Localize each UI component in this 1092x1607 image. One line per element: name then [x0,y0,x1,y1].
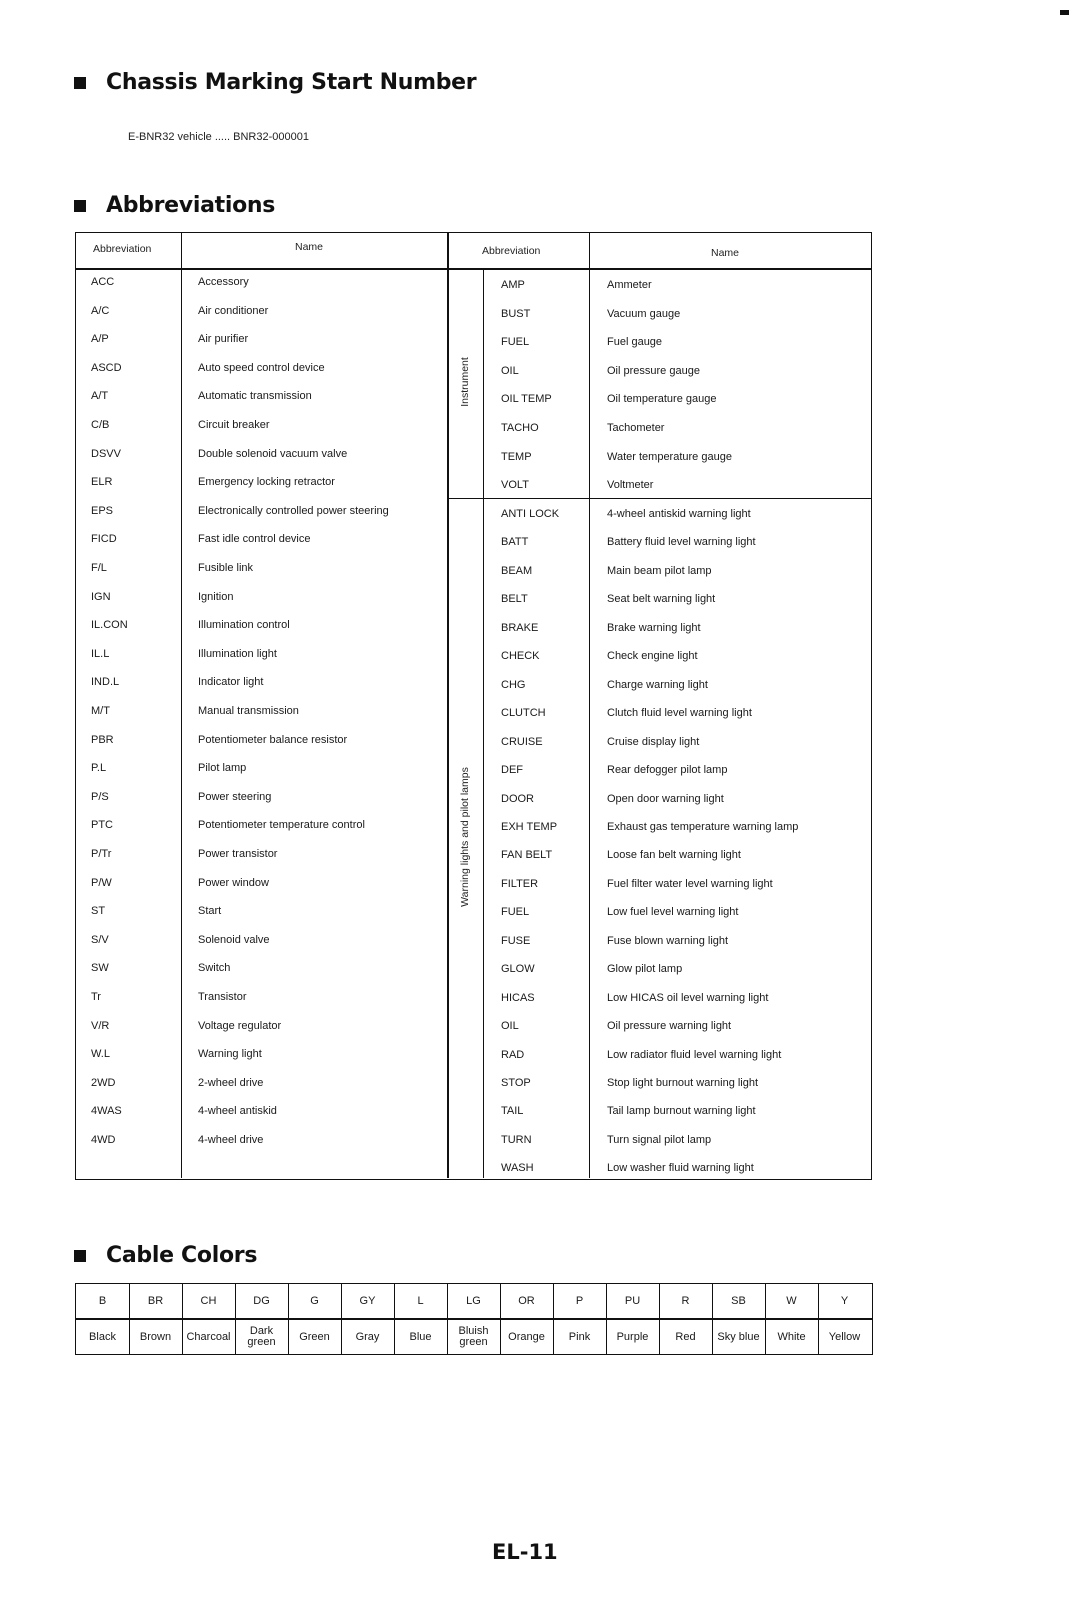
name-cell: Double solenoid vacuum valve [198,447,348,460]
name-cell: Power transistor [198,848,278,860]
name-cell: Warning light [198,1048,262,1061]
name-cell: Check engine light [607,650,698,663]
name-cell: Solenoid valve [198,933,270,946]
abbreviations-title-text: Abbreviations [106,193,276,218]
chassis-start-number: E-BNR32 vehicle ..... BNR32-000001 [128,131,309,143]
name-cell: Low fuel level warning light [607,906,739,919]
right-name-header: Name [711,247,740,259]
color-name-cell: Green [299,1330,330,1343]
color-name-cell: Sky blue [717,1330,760,1343]
name-cell: Fuse blown warning light [607,934,729,947]
name-cell: Voltmeter [607,479,654,492]
table-row [75,727,447,756]
name-cell: Low radiator fluid level warning light [607,1048,782,1061]
name-cell: Indicator light [198,676,264,689]
name-cell: Manual transmission [198,705,299,717]
name-cell: Brake warning light [607,621,701,634]
table-row [449,927,871,956]
table-row [75,698,447,727]
table-row [449,699,871,728]
abbreviation-cell: ASCD [91,361,122,374]
abbreviation-cell: PBR [91,733,114,746]
name-cell: Turn signal pilot lamp [607,1133,712,1146]
color-code-cell: GY [359,1295,376,1307]
name-cell: Power steering [198,790,272,803]
table-row [449,414,871,443]
color-code-cell: B [98,1295,107,1307]
abbreviation-cell: DOOR [501,792,534,805]
right-abbreviation-header: Abbreviation [482,245,541,257]
color-code-cell: DG [253,1295,270,1307]
abbreviation-cell: P/S [91,790,109,803]
table-row [449,1154,871,1183]
bullet-square-icon [74,1250,86,1262]
table-row [75,812,447,841]
name-cell: Emergency locking retractor [198,476,335,489]
abbreviation-cell: BEAM [501,564,533,577]
table-row [449,841,871,870]
name-cell: Seat belt warning light [607,593,716,606]
abbreviation-cell: IND.L [91,676,120,689]
table-row [75,1098,447,1127]
table-row [75,1013,447,1042]
color-name-cell: Yellow [828,1330,861,1343]
abbreviation-cell: C/B [91,419,110,431]
table-row [75,841,447,870]
color-name-cell: Blue [409,1330,432,1343]
abbreviation-cell: CLUTCH [501,707,546,720]
name-cell: 4-wheel antiskid warning light [607,508,751,520]
color-code-cell: PU [624,1295,641,1307]
color-name-cell: Black [89,1330,116,1343]
cable-colors-section-title [74,1243,257,1268]
abbreviation-cell: TACHO [501,422,539,434]
table-row [75,669,447,698]
table-row [449,585,871,614]
abbreviation-cell: IGN [91,590,111,603]
name-cell: Vacuum gauge [607,307,681,320]
name-cell: Loose fan belt warning light [607,849,741,862]
name-cell: Cruise display light [607,735,700,748]
name-cell: Auto speed control device [198,361,325,374]
page-number: EL-11 [492,1540,558,1564]
abbreviation-cell: FAN BELT [501,849,553,862]
table-row [449,785,871,814]
table-row [449,756,871,785]
color-name-cell: Gray [355,1330,380,1343]
abbreviation-cell: ELR [91,476,113,489]
name-cell: Fuel gauge [607,336,663,349]
abbreviation-cell: IL.CON [91,619,128,632]
table-row [449,300,871,329]
abbreviation-cell: P.L [91,762,107,775]
name-cell: Oil pressure warning light [607,1020,732,1033]
abbreviation-cell: IL.L [91,647,110,660]
abbreviation-cell: Tr [91,991,101,1003]
table-row [449,955,871,984]
abbreviation-cell: 4WAS [91,1105,122,1118]
table-row [449,1069,871,1098]
name-cell: 4-wheel antiskid [198,1105,277,1118]
color-name-cell: Bluish green [458,1325,489,1348]
name-cell: Voltage regulator [198,1019,282,1032]
name-cell: Ignition [198,590,234,603]
name-cell: Air conditioner [198,304,269,317]
color-code-cell: G [310,1295,319,1307]
name-cell: Start [198,905,222,918]
color-code-cell: SB [731,1295,746,1307]
table-row [449,471,871,500]
abbreviation-cell: DEF [501,764,523,777]
name-cell: Clutch fluid level warning light [607,707,752,720]
table-row [449,728,871,757]
table-row [449,557,871,586]
abbreviation-cell: OIL [501,364,519,377]
table-row [75,1070,447,1099]
table-row [449,443,871,472]
chassis-section-title [74,70,476,95]
table-row [75,326,447,355]
name-cell: Circuit breaker [198,419,270,431]
name-cell: Electronically controlled power steering [198,504,389,517]
abbreviation-cell: BATT [501,536,529,549]
name-cell: Pilot lamp [198,762,247,775]
table-row [449,1126,871,1155]
abbreviation-cell: RAD [501,1048,525,1061]
bullet-square-icon [74,200,86,212]
abbreviation-cell: ACC [91,276,115,288]
chassis-title-text: Chassis Marking Start Number [106,70,477,95]
table-row [449,898,871,927]
abbreviation-cell: HICAS [501,991,535,1004]
abbreviation-cell: FICD [91,533,117,546]
name-cell: Transistor [198,991,247,1003]
abbreviation-cell: OIL TEMP [501,393,552,406]
color-code-cell: BR [147,1295,164,1307]
name-cell: Potentiometer temperature control [198,819,365,832]
table-row [75,755,447,784]
name-cell: Oil temperature gauge [607,393,717,406]
color-code-cell: R [681,1295,690,1307]
bullet-square-icon [74,77,86,89]
name-cell: Low HICAS oil level warning light [607,991,769,1004]
abbreviation-cell: A/P [91,333,109,346]
warning-group-label: Warning lights and pilot lamps [459,767,471,907]
abbreviation-cell: CHECK [501,650,540,663]
table-row [449,500,871,529]
abbreviation-cell: FUEL [501,336,530,349]
name-cell: Illumination light [198,647,277,660]
abbreviation-cell: SW [91,962,109,975]
color-name-cell: Purple [616,1330,649,1343]
table-row [449,528,871,557]
abbreviation-cell: ST [91,905,106,918]
table-row [449,1097,871,1126]
color-code-cell: OR [518,1295,535,1307]
table-row [75,870,447,899]
table-row [449,1012,871,1041]
name-cell: Glow pilot lamp [607,963,683,976]
abbreviation-cell: FUSE [501,934,531,947]
abbreviation-cell: ANTI LOCK [501,508,560,520]
abbreviation-cell: 4WD [91,1134,116,1146]
name-cell: Accessory [198,276,249,288]
table-row [449,357,871,386]
abbreviation-cell: S/V [91,933,109,946]
abbreviation-cell: P/Tr [91,848,112,860]
table-row [75,383,447,412]
abbreviation-cell: TAIL [501,1105,524,1118]
table-row [75,1041,447,1070]
name-cell: Open door warning light [607,792,724,805]
abbreviation-cell: W.L [91,1048,110,1061]
color-code-cell: LG [466,1295,481,1307]
name-cell: Switch [198,962,231,975]
table-row [75,269,447,298]
color-code-cell: L [417,1295,424,1307]
name-cell: Stop light burnout warning light [607,1077,759,1089]
table-row [75,898,447,927]
table-row [75,355,447,384]
left-name-header: Name [295,241,324,253]
name-cell: Oil pressure gauge [607,364,700,377]
abbreviation-cell: DSVV [91,447,121,460]
name-cell: 2-wheel drive [198,1076,264,1089]
abbreviation-cell: TEMP [501,450,532,463]
abbreviation-cell: V/R [91,1019,110,1032]
row-divider [76,1318,872,1320]
table-row [75,927,447,956]
name-cell: Low washer fluid warning light [607,1162,754,1175]
color-name-cell: White [777,1330,806,1343]
color-name-cell: Red [675,1330,696,1343]
abbreviation-cell: STOP [501,1077,531,1089]
abbreviation-cell: BRAKE [501,621,539,634]
table-row [75,441,447,470]
corner-mark [1060,10,1069,15]
table-row [75,784,447,813]
name-cell: Main beam pilot lamp [607,564,712,577]
color-name-cell: Orange [508,1330,545,1343]
name-cell: Automatic transmission [198,390,312,403]
abbreviation-cell: F/L [91,562,107,574]
name-cell: Illumination control [198,619,290,632]
abbreviation-cell: TURN [501,1133,532,1146]
abbreviation-cell: VOLT [501,479,529,492]
name-cell: Tail lamp burnout warning light [607,1105,756,1118]
table-row [75,984,447,1013]
table-row [75,298,447,327]
abbreviation-cell: P/W [91,876,112,889]
name-cell: Fast idle control device [198,533,311,546]
table-row [75,526,447,555]
name-cell: Air purifier [198,333,249,346]
left-abbreviation-header: Abbreviation [93,243,152,255]
name-cell: Water temperature gauge [607,450,732,463]
abbreviation-cell: M/T [91,705,110,717]
abbreviation-cell: FUEL [501,906,530,919]
table-row [449,813,871,842]
color-code-cell: CH [200,1295,217,1307]
abbreviation-cell: OIL [501,1020,519,1033]
abbreviations-section-title [74,193,275,218]
table-row [449,642,871,671]
color-name-cell: Pink [568,1330,591,1343]
abbreviation-cell: BELT [501,593,528,606]
abbreviation-cell: WASH [501,1162,534,1175]
abbreviation-cell: EXH TEMP [501,820,558,833]
table-row [449,671,871,700]
table-row [449,870,871,899]
table-row [75,612,447,641]
abbreviation-cell: CHG [501,678,526,691]
name-cell: Battery fluid level warning light [607,536,756,549]
table-row [75,498,447,527]
color-name-cell: Brown [139,1330,172,1343]
table-row [449,984,871,1013]
name-cell: Fusible link [198,562,254,574]
instrument-group-label: Instrument [459,357,471,407]
color-name-cell: Dark green [247,1325,276,1348]
table-row [449,614,871,643]
abbreviation-cell: PTC [91,819,113,832]
table-row [75,412,447,441]
color-code-cell: W [786,1295,797,1307]
cable-colors-table [75,1283,873,1355]
abbreviation-cell: FILTER [501,877,539,890]
color-code-cell: P [575,1295,584,1307]
abbreviation-cell: AMP [501,279,525,291]
table-row [75,555,447,584]
color-name-cell: Charcoal [186,1330,231,1343]
name-cell: Potentiometer balance resistor [198,733,348,746]
name-cell: Rear defogger pilot lamp [607,764,728,777]
table-row [449,328,871,357]
table-row [75,469,447,498]
name-cell: Charge warning light [607,678,708,691]
table-row [75,1127,447,1156]
name-cell: 4-wheel drive [198,1134,264,1146]
abbreviation-cell: CRUISE [501,735,543,748]
name-cell: Power window [198,876,269,889]
abbreviation-cell: EPS [91,504,114,517]
table-row [449,1041,871,1070]
color-code-cell: Y [840,1295,849,1307]
table-row [449,385,871,414]
table-row [75,955,447,984]
table-row [75,641,447,670]
name-cell: Fuel filter water level warning light [607,877,773,890]
abbreviation-cell: GLOW [501,963,535,976]
name-cell: Exhaust gas temperature warning lamp [607,820,799,833]
abbreviation-cell: BUST [501,307,531,320]
name-cell: Tachometer [607,422,665,434]
table-row [449,271,871,300]
abbreviation-cell: 2WD [91,1076,116,1089]
name-cell: Ammeter [607,279,652,291]
abbreviation-cell: A/C [91,304,110,317]
cable-colors-title-text: Cable Colors [106,1243,258,1268]
table-row [75,584,447,613]
abbreviation-cell: A/T [91,390,109,403]
abbreviations-table [75,232,872,1180]
